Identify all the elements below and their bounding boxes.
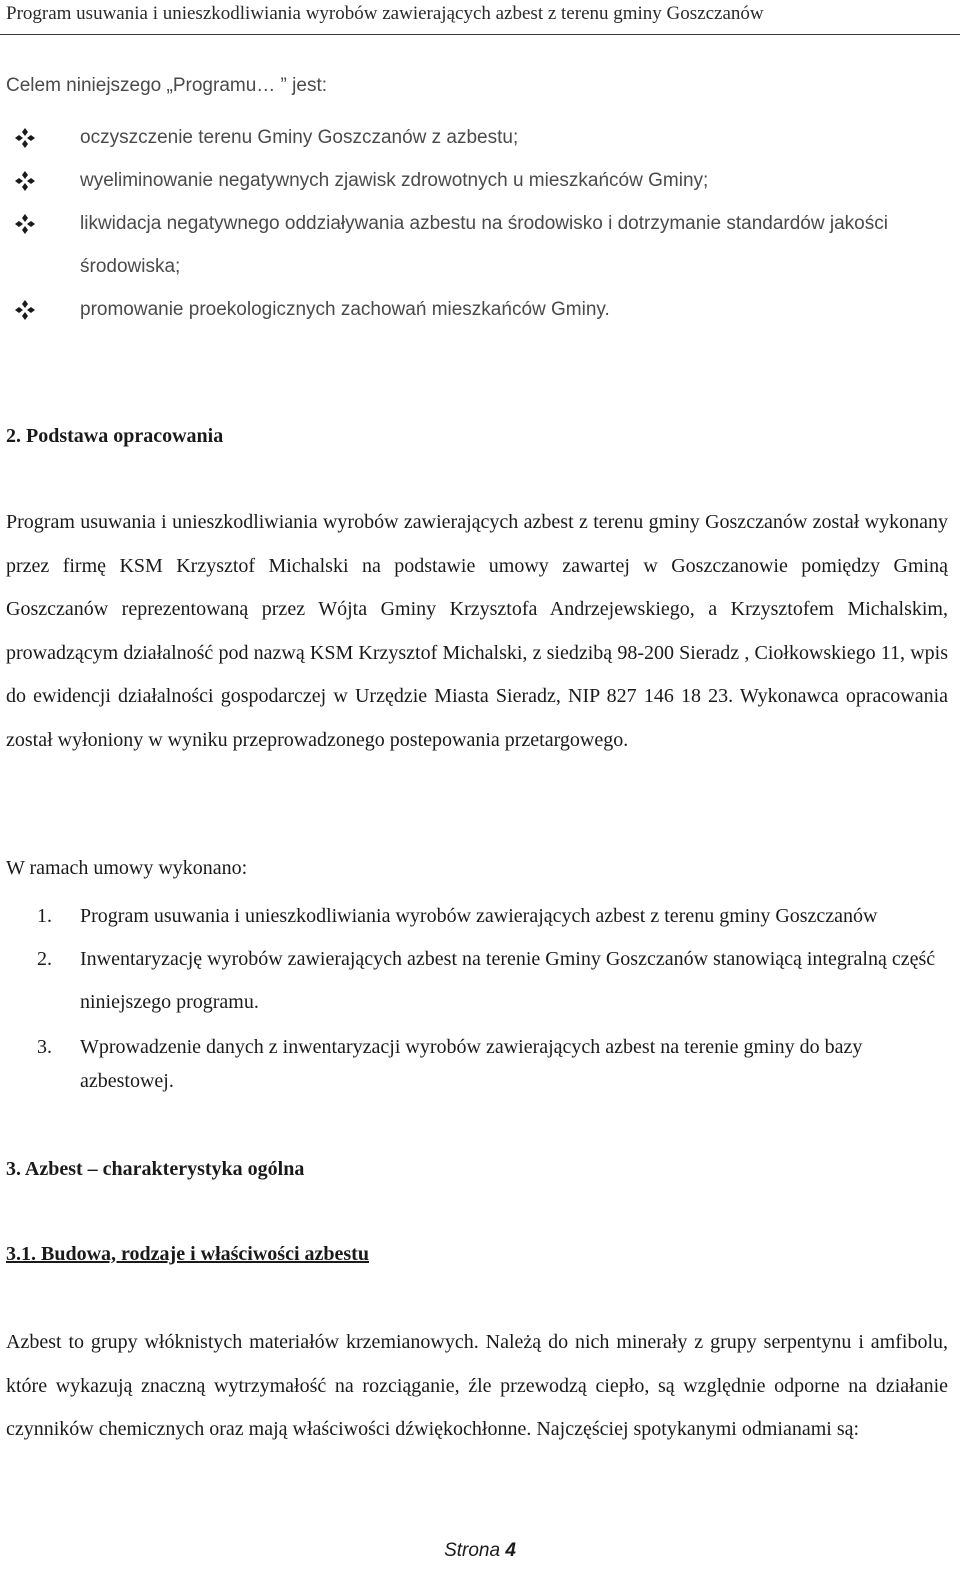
- goal-item: [0, 202, 960, 288]
- section-3-heading: 3. Azbest – charakterystyka ogólna: [6, 1158, 305, 1180]
- contract-item: [0, 895, 960, 938]
- goal-text: oczyszczenie terenu Gminy Goszczanów z azbestu;: [80, 127, 519, 148]
- diamond-bullet-icon: [14, 127, 36, 149]
- page-footer: [0, 1540, 960, 1562]
- contract-item-number: 2.: [37, 948, 52, 970]
- diamond-bullet-icon: [14, 299, 36, 321]
- goals-list: [0, 116, 960, 331]
- contract-intro: W ramach umowy wykonano:: [6, 857, 248, 879]
- section-2-paragraph: Program usuwania i unieszkodliwiania wyrobów zawierających azbest z terenu gminy Goszczanów został wykonany przez firmę KSM Krzysztof Michalski na podstawie umowy zawartej w Goszczanowie pomiędzy Gminą Goszczanów reprezentowaną przez Wójta Gminy Krzysztofa Andrzejewskiego, a Krzysztofem Michalskim, prowadzącym działalność pod nazwą KSM Krzysztof Michalski, z siedzibą 98-200 Sieradz , Ciołkowskiego 11, wpis do ewidencji działalności gospodarczej w Urzędzie Miasta Sieradz, NIP 827 146 18 23. Wykonawca opracowania został wyłoniony w wyniku przeprowadzonego postepowania przetargowego.: [6, 511, 948, 751]
- goals-intro: Celem niniejszego „Programu… ” jest:: [6, 75, 328, 96]
- goal-text: likwidacja negatywnego oddziaływania azbestu na środowisko i dotrzymanie standardów jakości środowiska;: [80, 213, 888, 277]
- goal-text: wyeliminowanie negatywnych zjawisk zdrowotnych u mieszkańców Gminy;: [80, 170, 709, 191]
- goal-item: [0, 116, 960, 159]
- contract-list: [0, 895, 960, 1098]
- contract-item-text: Wprowadzenie danych z inwentaryzacji wyrobów zawierających azbest na terenie gminy do bazy azbestowej.: [80, 1036, 863, 1092]
- page-number: 4: [505, 1540, 516, 1561]
- section-2-heading: 2. Podstawa opracowania: [6, 425, 224, 447]
- contract-item-number: 1.: [37, 905, 52, 927]
- contract-item: [0, 938, 960, 1024]
- goal-text: promowanie proekologicznych zachowań mieszkańców Gminy.: [80, 299, 610, 320]
- diamond-bullet-icon: [14, 213, 36, 235]
- page-label: Strona: [444, 1540, 501, 1561]
- contract-item-text: Inwentaryzację wyrobów zawierających azbest na terenie Gminy Goszczanów stanowiącą integralną część niniejszego programu.: [80, 948, 936, 1013]
- contract-item: [0, 1030, 960, 1098]
- header-title: Program usuwania i unieszkodliwiania wyrobów zawierających azbest z terenu gminy Goszczanów: [6, 3, 764, 24]
- page-header: [0, 0, 960, 35]
- goal-item: [0, 288, 960, 331]
- contract-item-number: 3.: [37, 1036, 52, 1058]
- section-3-1-heading: 3.1. Budowa, rodzaje i właściwości azbestu: [6, 1243, 369, 1265]
- goal-item: [0, 159, 960, 202]
- contract-item-text: Program usuwania i unieszkodliwiania wyrobów zawierających azbest z terenu gminy Goszczanów: [80, 905, 878, 927]
- diamond-bullet-icon: [14, 170, 36, 192]
- section-3-1-paragraph: Azbest to grupy włóknistych materiałów krzemianowych. Należą do nich minerały z grupy serpentynu i amfibolu, które wykazują znaczną wytrzymałość na rozciąganie, źle przewodzą ciepło, są względnie odporne na działanie czynników chemicznych oraz mają właściwości dźwiękochłonne. Najczęściej spotykanymi odmianami są:: [6, 1331, 948, 1440]
